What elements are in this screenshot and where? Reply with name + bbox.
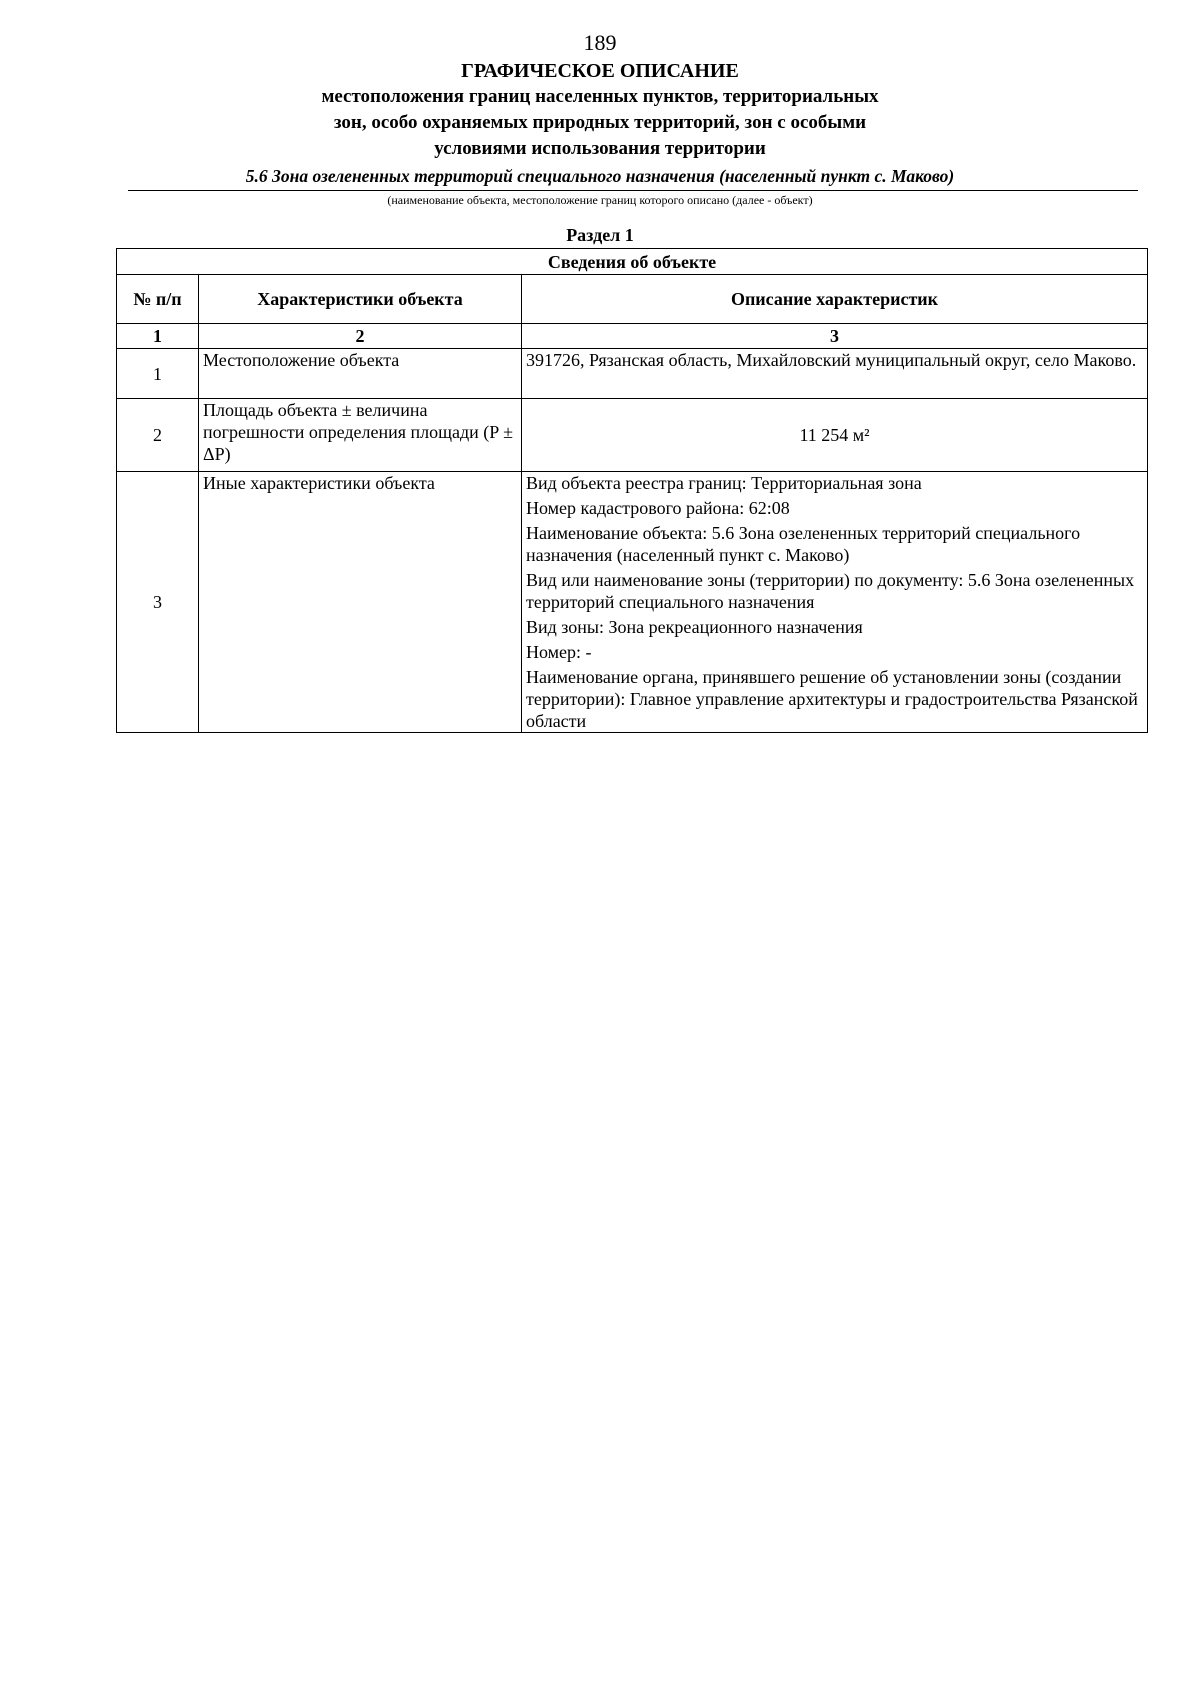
table-caption-row bbox=[117, 249, 1148, 275]
table-row bbox=[117, 399, 1148, 472]
object-caption: (наименование объекта, местоположение границ которого описано (далее - объект) bbox=[387, 193, 813, 207]
document-subtitle-line: зон, особо охраняемых природных территорий, зон с особыми bbox=[333, 112, 867, 133]
row-characteristic: Площадь объекта ± величина погрешности определения площади (P ± ΔP) bbox=[199, 399, 522, 472]
header-description: Описание характеристик bbox=[522, 275, 1148, 324]
page-number: 189 bbox=[583, 30, 617, 55]
description-line: Наименование объекта: 5.6 Зона озелененных территорий специального назначения (населенный пункт с. Маково) bbox=[526, 523, 1081, 565]
row-characteristic: Иные характеристики объекта bbox=[199, 472, 522, 733]
table-row bbox=[117, 472, 1148, 733]
description-line: Вид объекта реестра границ: Территориальная зона bbox=[526, 473, 922, 493]
header-characteristics: Характеристики объекта bbox=[199, 275, 522, 324]
object-name-underline bbox=[128, 190, 1138, 191]
row-number: 3 bbox=[117, 472, 199, 733]
row-description bbox=[522, 399, 1148, 472]
description-line: Номер кадастрового района: 62:08 bbox=[526, 498, 790, 518]
description-line: Вид зоны: Зона рекреационного назначения bbox=[526, 617, 863, 637]
row-description bbox=[522, 349, 1148, 399]
description-line: Вид или наименование зоны (территории) по документу: 5.6 Зона озелененных территорий специального назначения bbox=[526, 570, 1135, 612]
row-number: 2 bbox=[117, 399, 199, 472]
column-number: 2 bbox=[199, 324, 522, 349]
row-description bbox=[522, 472, 1148, 733]
row-characteristic: Местоположение объекта bbox=[199, 349, 522, 399]
object-name: 5.6 Зона озелененных территорий специального назначения (населенный пункт с. Маково) bbox=[245, 166, 955, 186]
description-line: Номер: - bbox=[526, 642, 592, 662]
table-row bbox=[117, 349, 1148, 399]
section-title: Раздел 1 bbox=[566, 225, 634, 245]
table-caption: Сведения об объекте bbox=[117, 249, 1148, 275]
object-info-table bbox=[116, 248, 1148, 733]
column-number: 3 bbox=[522, 324, 1148, 349]
header-number: № п/п bbox=[117, 275, 199, 324]
description-line: Наименование органа, принявшего решение об установлении зоны (создании территории): Главное управление архитектуры и градостроительства Рязанской области bbox=[526, 667, 1138, 731]
document-subtitle-line: местоположения границ населенных пунктов, территориальных bbox=[321, 86, 879, 107]
column-number-row bbox=[117, 324, 1148, 349]
area-value: 11 254 м² bbox=[799, 425, 870, 445]
document-subtitle-line: условиями использования территории bbox=[434, 138, 766, 159]
column-number: 1 bbox=[117, 324, 199, 349]
table-header-row bbox=[117, 275, 1148, 324]
row-number: 1 bbox=[117, 349, 199, 399]
document-header bbox=[0, 58, 1200, 188]
document-title: ГРАФИЧЕСКОЕ ОПИСАНИЕ bbox=[461, 60, 739, 82]
description-line: 391726, Рязанская область, Михайловский муниципальный округ, село Маково. bbox=[526, 350, 1137, 370]
